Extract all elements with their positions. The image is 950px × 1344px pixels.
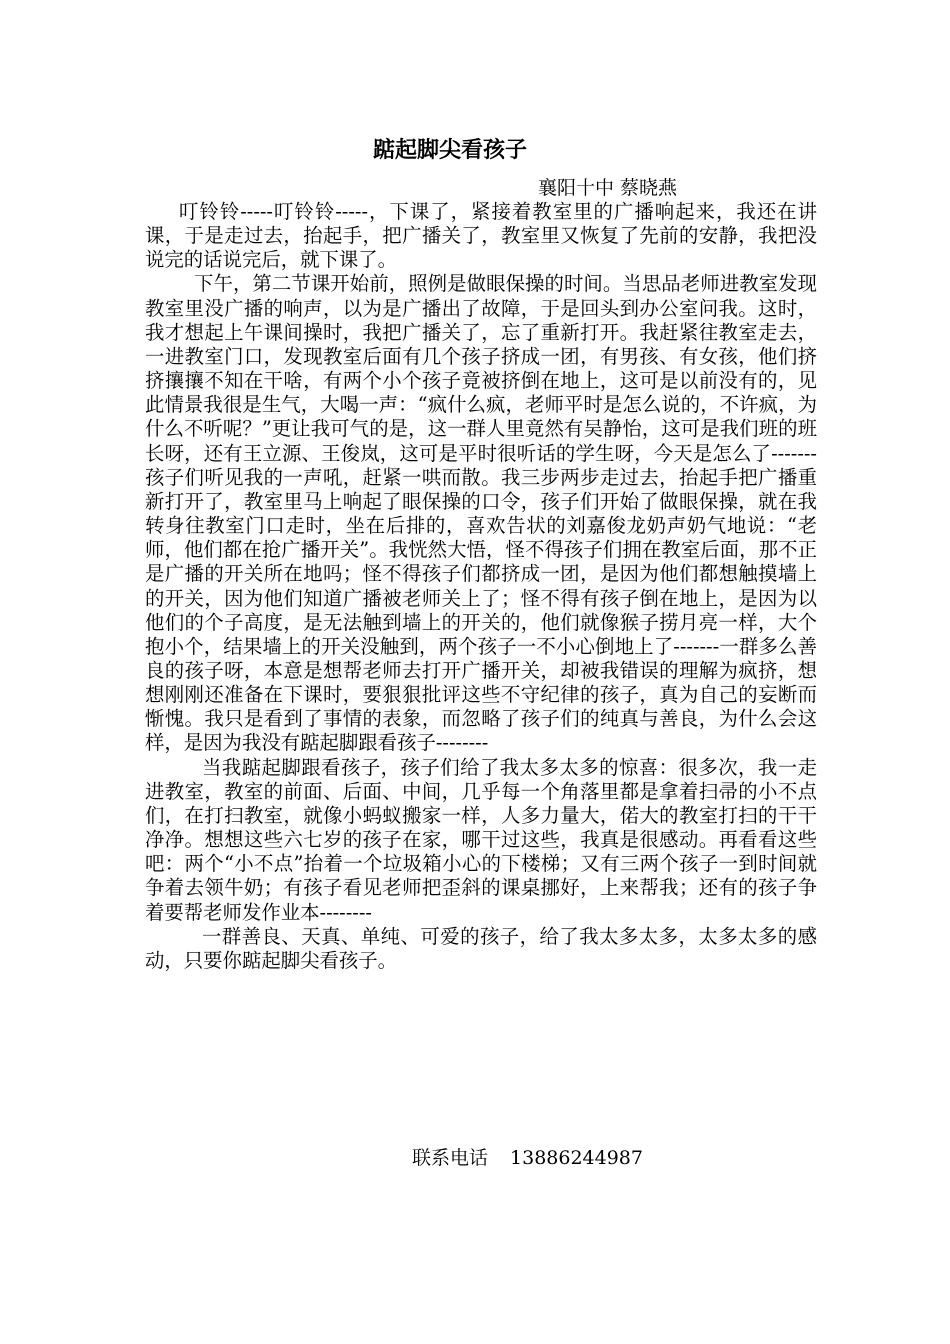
paragraph-4: 一群善良、天真、单纯、可爱的孩子，给了我太多太多，太多太多的感动，只要你踮起脚尖看孩子。 — [145, 924, 817, 972]
paragraph-2: 下午，第二节课开始前，照例是做眼保操的时间。当思品老师进教室发现教室里没广播的响声，以为是广播出了故障，于是回头到办公室问我。这时，我才想起上午课间操时，我把广播关了，忘了重新打开。我赶紧往教室走去，一进教室门口，发现教室后面有几个孩子挤成一团，有男孩、有女孩，他们挤挤攘攘不知在干啥，有两个小个孩子竟被挤倒在地上，这可是以前没有的，见此情景我很是生气，大喝一声：“疯什么疯，老师平时是怎么说的，不许疯，为什么不听呢？”更让我可气的是，这一群人里竟然有吴静怡，这可是我们班的班长呀，还有王立源、王俊岚，这可是平时很听话的学生呀，今天是怎么了-------孩子们听见我的一声吼，赶紧一哄而散。我三步两步走过去，抬起手把广播重新打开了，教室里马上响起了眼保操的口令，孩子们开始了做眼保操，就在我转身往教室门口走时，坐在后排的，喜欢告状的刘嘉俊龙奶声奶气地说：“老师，他们都在抢广播开关”。我恍然大悟，怪不得孩子们拥在教室后面，那不正是广播的开关所在地吗；怪不得孩子们都挤成一团，是因为他们都想触摸墙上的开关，因为他们知道广播被老师关上了；怪不得有孩子倒在地上，是因为以他们的个子高度，是无法触到墙上的开关的，他们就像猴子捞月亮一样，大个抱小个，结果墙上的开关没触到，两个孩子一不小心倒地上了-------一群多么善良的孩子呀，本意是想帮老师去打开广播开关，却被我错误的理解为疯挤，想想刚刚还准备在下课时，要狠狠批评这些不守纪律的孩子，真为自己的妄断而惭愧。我只是看到了事情的表象，而忽略了孩子们的纯真与善良，为什么会这样，是因为我没有踮起脚跟看孩子-------- — [145, 272, 817, 755]
article-body — [145, 200, 817, 973]
paragraph-1: 叮铃铃-----叮铃铃-----，下课了，紧接着教室里的广播响起来，我还在讲课，于是走过去，抬起手，把广播关了，教室里又恢复了先前的安静，我把没说完的话说完后，就下课了。 — [145, 200, 817, 272]
article-title: 踮起脚尖看孩子 — [372, 137, 527, 163]
article-author: 襄阳十中 蔡晓燕 — [538, 177, 678, 199]
paragraph-3: 当我踮起脚跟看孩子，孩子们给了我太多太多的惊喜：很多次，我一走进教室，教室的前面、后面、中间，几乎每一个角落里都是拿着扫帚的小不点们，在打扫教室，就像小蚂蚁搬家一样，人多力量大，偌大的教室打扫的干干净净。想想这些六七岁的孩子在家，哪干过这些，我真是很感动。再看看这些吧：两个“小不点”抬着一个垃圾箱小心的下楼梯；又有三两个孩子一到时间就争着去领牛奶；有孩子看见老师把歪斜的课桌挪好，上来帮我；还有的孩子争着要帮老师发作业本-------- — [145, 755, 817, 924]
contact-label: 联系电话 — [412, 1147, 489, 1169]
contact-phone: 13886244987 — [510, 1147, 643, 1169]
contact-line — [412, 1146, 643, 1170]
